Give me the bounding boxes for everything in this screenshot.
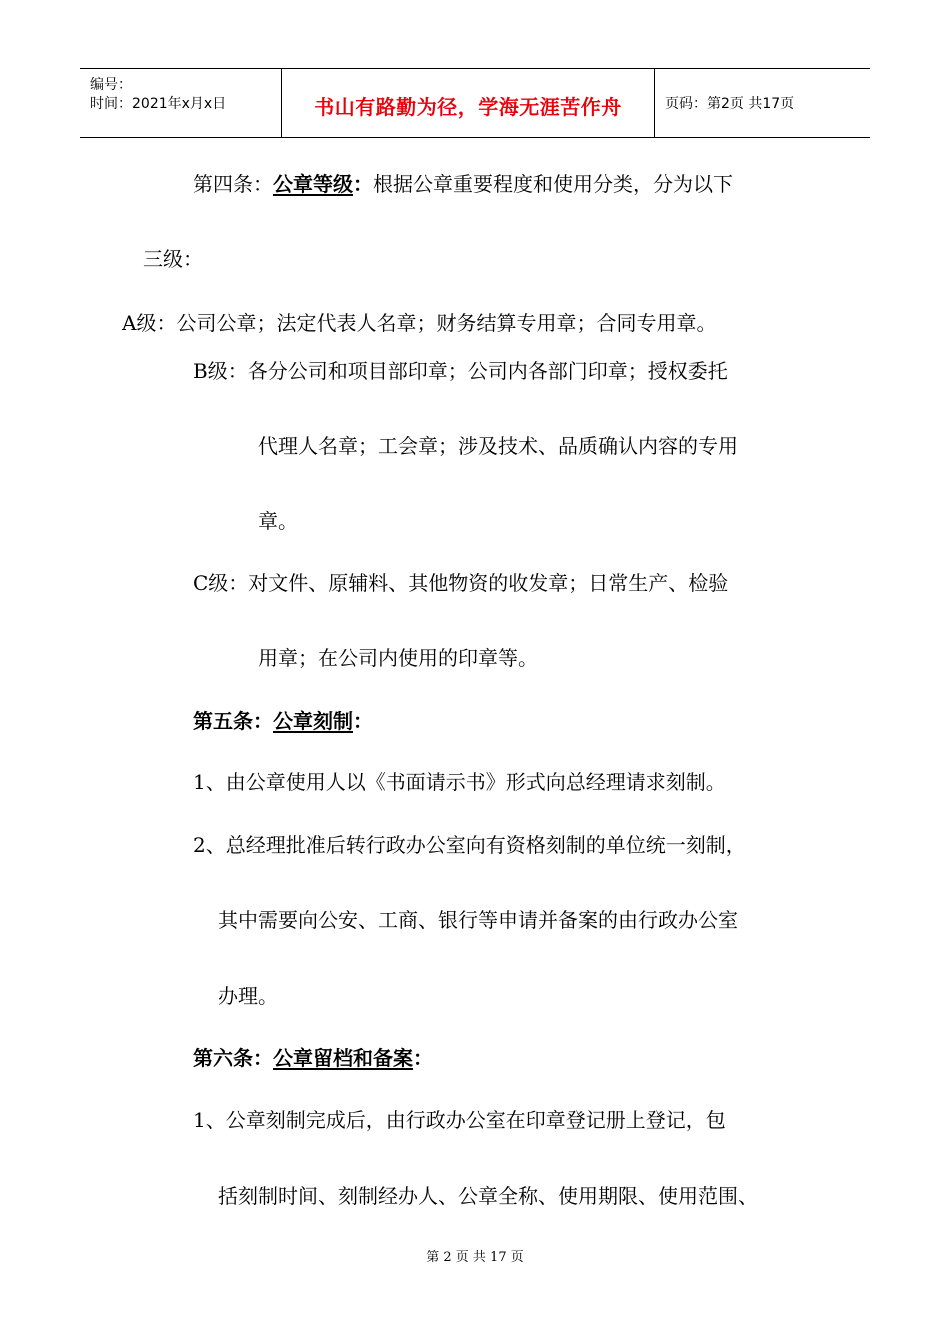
- header-middle-cell: [282, 69, 655, 137]
- article4-colon: ：: [353, 172, 373, 196]
- article4-text-cont: 三级：: [143, 247, 203, 271]
- grade-b-line-1: B级：各分公司和项目部印章；公司内各部门印章；授权委托: [193, 359, 728, 383]
- grade-c-line-2: 用章；在公司内使用的印章等。: [258, 646, 538, 670]
- grade-b-line-2: 代理人名章；工会章；涉及技术、品质确认内容的专用: [258, 434, 738, 458]
- article6-item1-line-1: 1、公章刻制完成后，由行政办公室在印章登记册上登记，包: [193, 1108, 726, 1132]
- grade-a-line: A级：公司公章；法定代表人名章；财务结算专用章；合同专用章。: [122, 311, 717, 335]
- time-label: 时间：2021年x月x日: [90, 96, 227, 112]
- article5-item2-line-1: 2、总经理批准后转行政办公室向有资格刻制的单位统一刻制，: [193, 833, 746, 857]
- header-motto: 书山有路勤为径，学海无涯苦作舟: [314, 95, 622, 119]
- article6-prefix: 第六条：: [193, 1046, 273, 1070]
- article6-heading-line: [193, 1044, 433, 1072]
- article6-title: 公章留档和备案: [273, 1046, 413, 1070]
- article5-title: 公章刻制: [273, 709, 353, 733]
- header-right-cell: [655, 69, 870, 137]
- article6-colon: ：: [413, 1046, 433, 1070]
- article4-text: 根据公章重要程度和使用分类，分为以下: [373, 172, 733, 196]
- article5-item1: 1、由公章使用人以《书面请示书》形式向总经理请求刻制。: [193, 770, 726, 794]
- grade-c-line-1: C级：对文件、原辅料、其他物资的收发章；日常生产、检验: [193, 571, 729, 595]
- header-page-info: 页码：第2页 共17页: [665, 96, 795, 112]
- grade-b-line-3: 章。: [258, 509, 298, 533]
- article4-heading-line: [193, 170, 733, 198]
- article4-prefix: 第四条：: [193, 172, 273, 196]
- header-left-cell: [80, 69, 282, 137]
- article5-heading-line: [193, 707, 373, 735]
- page-footer: 第 2 页 共 17 页: [426, 1250, 524, 1265]
- article5-prefix: 第五条：: [193, 709, 273, 733]
- article6-item1-line-2: 括刻制时间、刻制经办人、公章全称、使用期限、使用范围、: [218, 1184, 758, 1208]
- number-label: 编号：: [90, 77, 132, 93]
- article4-title: 公章等级: [273, 172, 353, 196]
- page-header: [80, 68, 870, 138]
- article5-item2-line-2: 其中需要向公安、工商、银行等申请并备案的由行政办公室: [218, 908, 738, 932]
- article5-colon: ：: [353, 709, 373, 733]
- article5-item2-line-3: 办理。: [218, 984, 278, 1008]
